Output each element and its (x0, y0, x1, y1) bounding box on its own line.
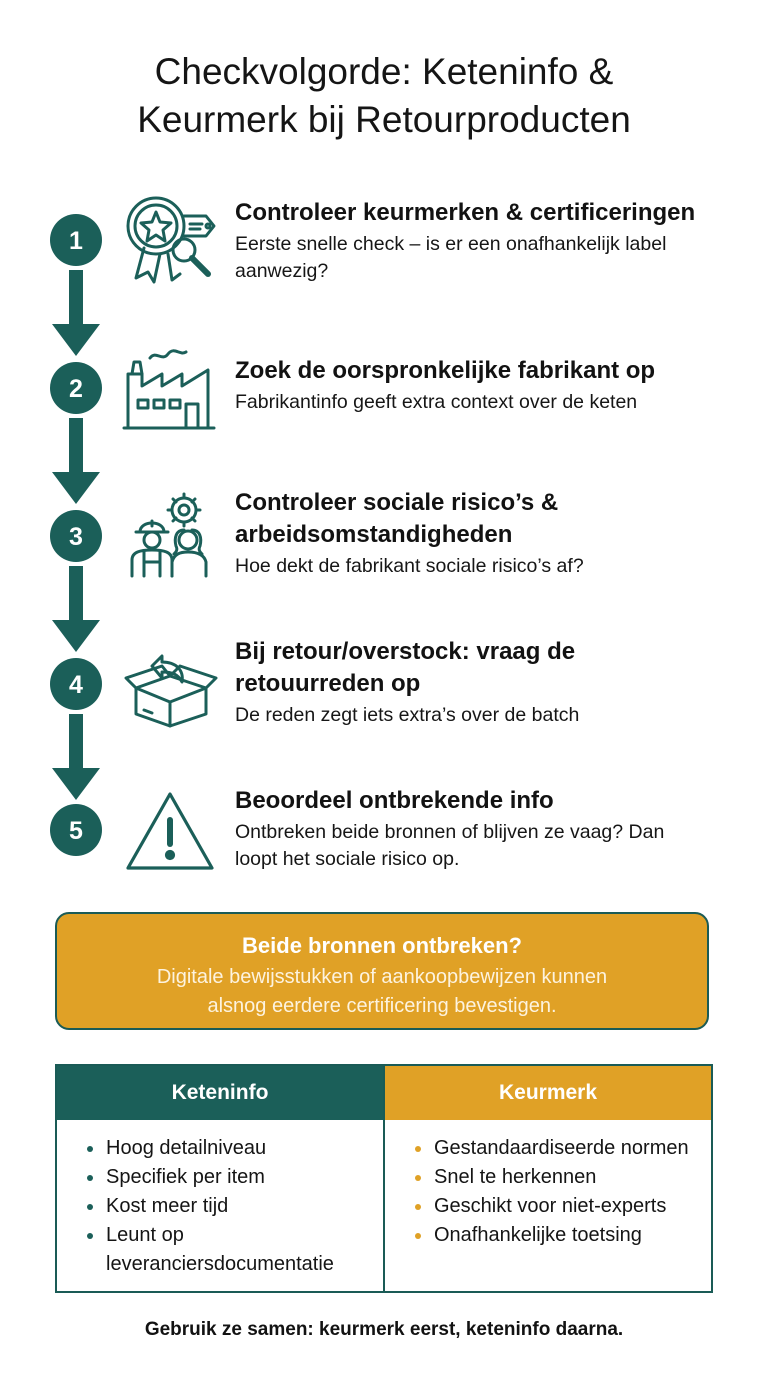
step-3-description: Hoe dekt de fabrikant sociale risico’s af? (235, 555, 584, 577)
step-4-description: De reden zegt iets extra’s over de batch (235, 704, 580, 726)
keteninfo-item: Leunt op (87, 1221, 383, 1250)
step-2-badge (50, 362, 102, 414)
step-1-badge (50, 214, 102, 266)
footer-note: Gebruik ze samen: keurmerk eerst, keteninfo daarna. (144, 1319, 624, 1340)
keteninfo-item: Kost meer tijd (87, 1192, 383, 1221)
step-5 (235, 785, 675, 873)
factory-icon (122, 340, 218, 436)
step-4-heading: Bij retour/overstock: vraag de retouurreden op (235, 638, 576, 697)
step-3-badge (50, 510, 102, 562)
return-box-icon (122, 636, 218, 732)
keteninfo-item: Hoog detailniveau (87, 1134, 383, 1163)
keteninfo-item-continuation: leveranciersdocumentatie (106, 1253, 334, 1275)
keurmerk-column (383, 1066, 711, 1291)
comparison-table (55, 1064, 713, 1293)
callout-title: Beide bronnen ontbreken? (242, 933, 522, 958)
keurmerk-list (385, 1134, 711, 1250)
keurmerk-item: Onafhankelijke toetsing (415, 1221, 711, 1250)
step-3 (235, 487, 695, 580)
step-2-number: 2 (69, 375, 83, 403)
page-title-line-1: Checkvolgorde: Keteninfo & (154, 51, 614, 92)
keurmerk-item: Geschikt voor niet-experts (415, 1192, 711, 1221)
step-5-number: 5 (69, 817, 83, 845)
step-1 (235, 197, 735, 285)
step-2-description: Fabrikantinfo geeft extra context over de keten (235, 391, 638, 413)
step-5-description: Ontbreken beide bronnen of blijven ze vaag? Dan loopt het sociale risico op. (235, 821, 665, 870)
step-5-badge (50, 804, 102, 856)
callout-line-2: alsnog eerdere certificering bevestigen. (207, 995, 557, 1017)
warning-triangle-icon (122, 784, 218, 880)
keurmerk-item: Gestandaardiseerde normen (415, 1134, 711, 1163)
step-5-heading: Beoordeel ontbrekende info (235, 787, 554, 814)
callout-line-1: Digitale bewijsstukken of aankoopbewijzen kunnen (156, 966, 608, 988)
keurmerk-header: Keurmerk (385, 1066, 711, 1120)
keteninfo-header: Keteninfo (57, 1066, 383, 1120)
step-1-number: 1 (69, 227, 83, 255)
step-2-heading: Zoek de oorspronkelijke fabrikant op (235, 357, 656, 384)
step-2 (235, 355, 735, 416)
page-title-line-2: Keurmerk bij Retourproducten (137, 99, 631, 140)
keurmerk-item: Snel te herkennen (415, 1163, 711, 1192)
step-1-heading: Controleer keurmerken & certificeringen (235, 199, 696, 226)
award-magnifier-icon (122, 190, 218, 286)
step-4-number: 4 (69, 671, 83, 699)
flow-arrow-4-5 (52, 714, 100, 800)
workers-gear-icon (122, 488, 218, 584)
step-4 (235, 636, 655, 729)
keteninfo-column (57, 1066, 383, 1291)
flow-arrow-2-3 (52, 418, 100, 504)
step-3-heading: Controleer sociale risico’s & arbeidsomstandigheden (235, 489, 559, 548)
missing-sources-callout (55, 912, 709, 1030)
keteninfo-item: Specifiek per item (87, 1163, 383, 1192)
step-1-description: Eerste snelle check – is er een onafhankelijk label aanwezig? (235, 233, 667, 282)
flow-arrow-1-2 (52, 270, 100, 356)
step-4-badge (50, 658, 102, 710)
keteninfo-list (57, 1134, 383, 1279)
step-3-number: 3 (69, 523, 83, 551)
flow-arrow-3-4 (52, 566, 100, 652)
